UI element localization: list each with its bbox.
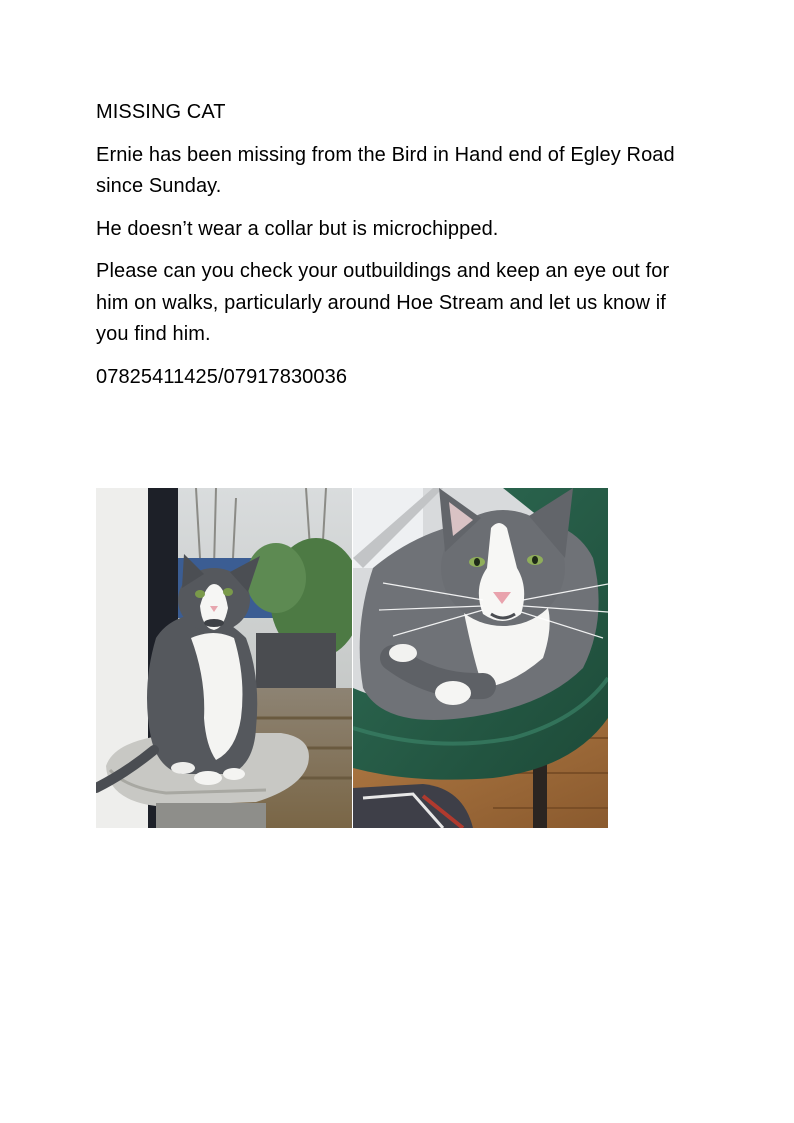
cat-photos bbox=[96, 488, 608, 828]
missing-details-paragraph: Ernie has been missing from the Bird in Hand end of Egley Road since Sunday. bbox=[96, 143, 675, 197]
contact-phone-numbers: 07825411425/07917830036 bbox=[96, 365, 348, 388]
cat-sitting-photo bbox=[96, 488, 352, 828]
cat-sitting-illustration bbox=[96, 488, 352, 828]
cat-lying-illustration bbox=[353, 488, 608, 828]
poster-text bbox=[96, 97, 696, 404]
microchip-paragraph: He doesn’t wear a collar but is microchipped. bbox=[96, 217, 499, 240]
search-request-paragraph: Please can you check your outbuildings and keep an eye out for him on walks, particularly around Hoe Stream and let us know if you find him. bbox=[96, 260, 670, 345]
poster-title: MISSING CAT bbox=[96, 101, 226, 123]
cat-lying-photo bbox=[353, 488, 608, 828]
